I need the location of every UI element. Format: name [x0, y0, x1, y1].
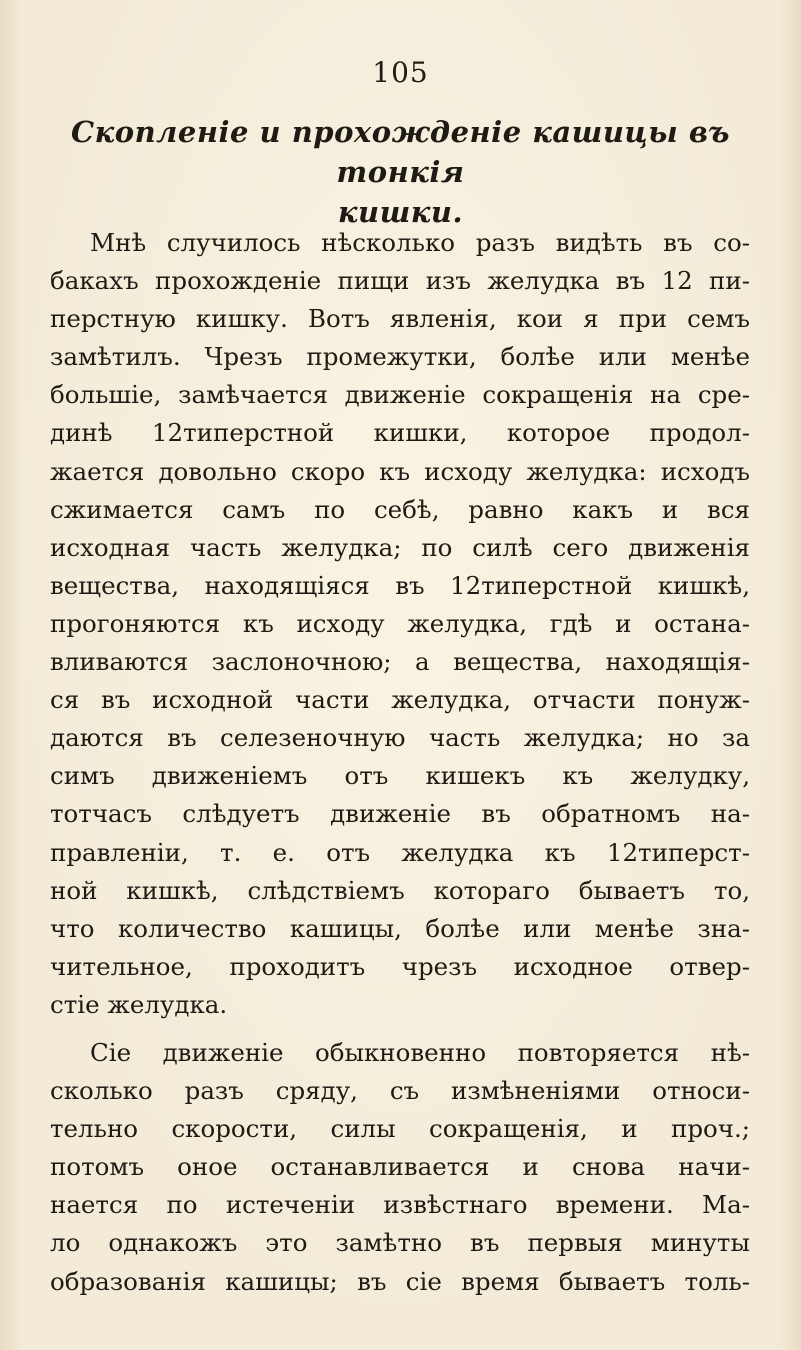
text-line: симъ движеніемъ отъ кишекъ къ желудку, [50, 761, 750, 791]
text-line: динѣ 12типерстной кишки, которое продол- [50, 418, 750, 448]
page-number: 105 [372, 56, 429, 89]
text-line: ся въ исходной части желудка, отчасти понуж- [50, 685, 750, 715]
text-line: исходная часть желудка; по силѣ сего движенія [50, 532, 750, 562]
paragraph-2 [50, 1034, 750, 1301]
text-line: нается по истеченіи извѣстнаго времени. Ма- [50, 1190, 750, 1220]
text-line: потомъ оное останавливается и снова начи- [50, 1152, 750, 1182]
text-line: замѣтилъ. Чрезъ промежутки, болѣе или менѣе [50, 342, 750, 372]
text-line: жается довольно скоро къ исходу желудка: исходъ [50, 456, 750, 486]
text-line: тотчасъ слѣдуетъ движеніе въ обратномъ на- [50, 799, 750, 829]
text-line: перстную кишку. Вотъ явленія, кои я при семъ [50, 304, 750, 334]
text-line: сколько разъ сряду, съ измѣненіями относи- [50, 1076, 750, 1106]
text-line: образованія кашицы; въ сіе время бываетъ толь- [50, 1266, 750, 1296]
text-line: ной кишкѣ, слѣдствіемъ котораго бываетъ то, [50, 875, 750, 905]
text-line: вливаются заслоночною; а вещества, находящія- [50, 647, 750, 677]
text-line: чительное, проходитъ чрезъ исходное отвер- [50, 951, 750, 981]
text-line: сжимается самъ по себѣ, равно какъ и вся [50, 494, 750, 524]
text-line: даются въ селезеночную часть желудка; но за [50, 723, 750, 753]
text-line: правленіи, т. е. отъ желудка къ 12типерст- [50, 837, 750, 867]
text-line: прогоняются къ исходу желудка, гдѣ и остана- [50, 608, 750, 638]
section-heading [40, 112, 761, 232]
text-line: Мнѣ случилось нѣсколько разъ видѣть въ со- [90, 228, 750, 257]
text-line: большіе, замѣчается движеніе сокращенія на сре- [50, 380, 750, 410]
text-line: стіе желудка. [50, 989, 228, 1019]
text-line: ло однакожъ это замѣтно въ первыя минуты [50, 1228, 750, 1258]
paragraph-gap [50, 1024, 750, 1034]
section-heading-line-1: Скопленіе и прохожденіе кашицы въ тонкія [71, 115, 730, 189]
body-text [50, 224, 750, 1301]
text-line: вещества, находящіяся въ 12типерстной кишкѣ, [50, 570, 750, 600]
paragraph-1 [50, 224, 750, 1024]
text-line: что количество кашицы, болѣе или менѣе зна- [50, 913, 750, 943]
text-line: бакахъ прохожденіе пищи изъ желудка въ 12 пи- [50, 266, 750, 296]
text-line: тельно скорости, силы сокращенія, и проч.; [50, 1114, 750, 1144]
section-heading-line-2: кишки. [337, 195, 464, 229]
text-line: Сіе движеніе обыкновенно повторяется нѣ- [90, 1037, 750, 1067]
